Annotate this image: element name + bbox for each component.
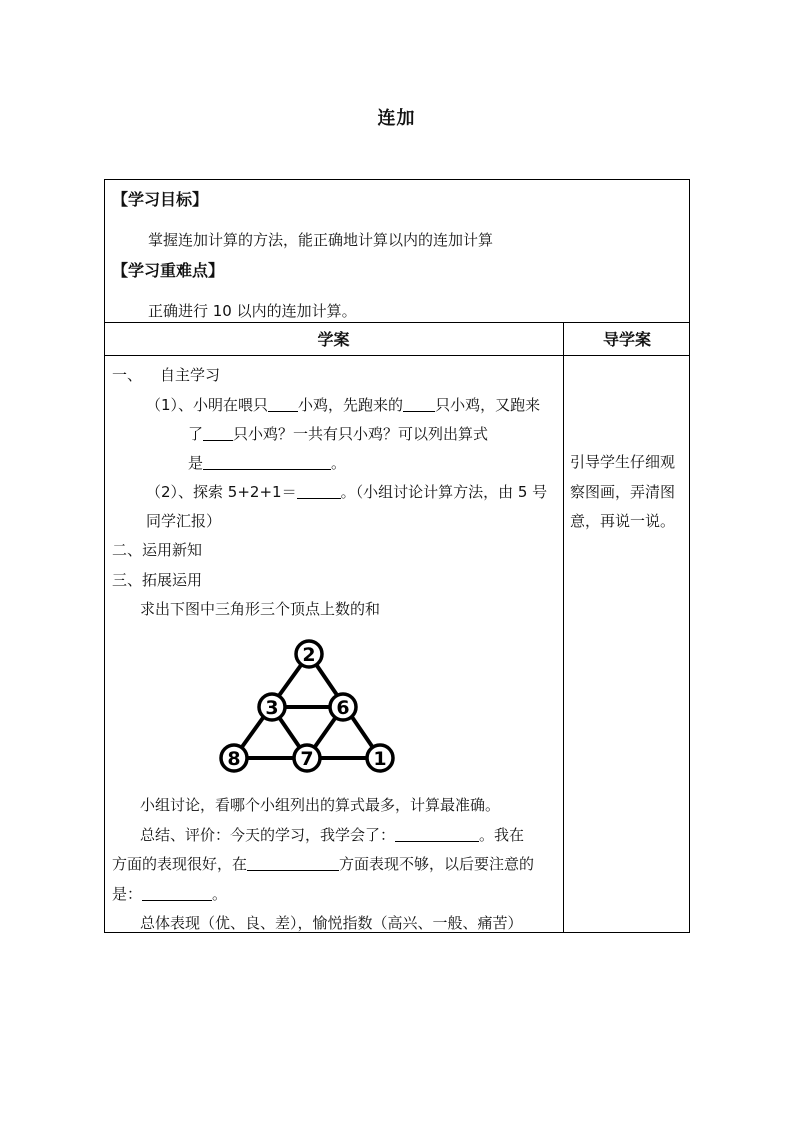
overall-evaluation: 总体表现（优、良、差），愉悦指数（高兴、一般、痛苦） <box>140 914 523 932</box>
guide-line-2: 察图画，弄清图 <box>570 483 676 501</box>
answer-blank[interactable] <box>395 826 479 842</box>
key-points-text: 正确进行 10 以内的连加计算。 <box>148 302 357 320</box>
answer-blank[interactable] <box>297 483 341 499</box>
answer-blank[interactable] <box>203 454 331 470</box>
svg-text:8: 8 <box>227 748 241 770</box>
svg-text:6: 6 <box>336 697 350 719</box>
table-column-divider <box>563 322 564 933</box>
guide-line-1: 引导学生仔细观 <box>570 453 676 471</box>
svg-text:1: 1 <box>373 748 387 770</box>
answer-blank[interactable] <box>142 885 212 901</box>
column-header-study-plan: 学案 <box>317 330 350 349</box>
problem-1-line-1: （1）、小明在喂只 小鸡，先跑来的 只小鸡，又跑来 <box>146 396 541 414</box>
key-points-heading: 【学习重难点】 <box>112 261 225 280</box>
svg-text:2: 2 <box>302 644 316 666</box>
table-divider-header <box>104 322 690 323</box>
problem-2-line-2: 同学汇报） <box>146 512 222 530</box>
section3-heading: 三、拓展运用 <box>112 571 203 589</box>
column-header-guide: 导学案 <box>602 330 651 349</box>
triangle-node-bottom-left <box>221 745 247 771</box>
answer-blank[interactable] <box>403 396 435 412</box>
summary-line-3: 是： 。 <box>112 885 228 903</box>
problem-2-line-1: （2）、探索 5+2+1＝ 。（小组讨论计算方法，由 5 号 <box>146 483 548 501</box>
table-divider-columns <box>104 355 690 356</box>
triangle-node-mid-right <box>330 694 356 720</box>
answer-blank[interactable] <box>247 855 339 871</box>
svg-text:3: 3 <box>265 697 279 719</box>
answer-blank[interactable] <box>268 396 298 412</box>
svg-text:7: 7 <box>300 748 314 770</box>
guide-line-3: 意，再说一说。 <box>570 512 676 530</box>
goals-heading: 【学习目标】 <box>112 190 209 209</box>
answer-blank[interactable] <box>203 425 233 441</box>
discussion-text: 小组讨论，看哪个小组列出的算式最多，计算最准确。 <box>140 796 501 814</box>
problem-1-line-2: 了 只小鸡？一共有只小鸡？可以列出算式 <box>188 425 489 443</box>
number-triangle-diagram <box>214 634 400 778</box>
summary-line-2: 方面的表现很好，在 方面表现不够，以后要注意的 <box>112 855 535 873</box>
section1-number: 一、 <box>112 366 143 384</box>
triangle-node-bottom-mid <box>294 745 320 771</box>
triangle-node-bottom-right <box>367 745 393 771</box>
problem-1-line-3: 是 。 <box>188 454 347 472</box>
triangle-node-top <box>296 641 322 667</box>
page-title: 连加 <box>377 108 416 129</box>
triangle-instruction: 求出下图中三角形三个顶点上数的和 <box>140 600 381 618</box>
summary-line-1: 总结、评价：今天的学习，我学会了： 。我在 <box>140 826 525 844</box>
section1-heading: 自主学习 <box>160 366 221 384</box>
section2-heading: 二、运用新知 <box>112 541 203 559</box>
goals-text: 掌握连加计算的方法，能正确地计算以内的连加计算 <box>148 231 494 249</box>
triangle-node-mid-left <box>259 694 285 720</box>
